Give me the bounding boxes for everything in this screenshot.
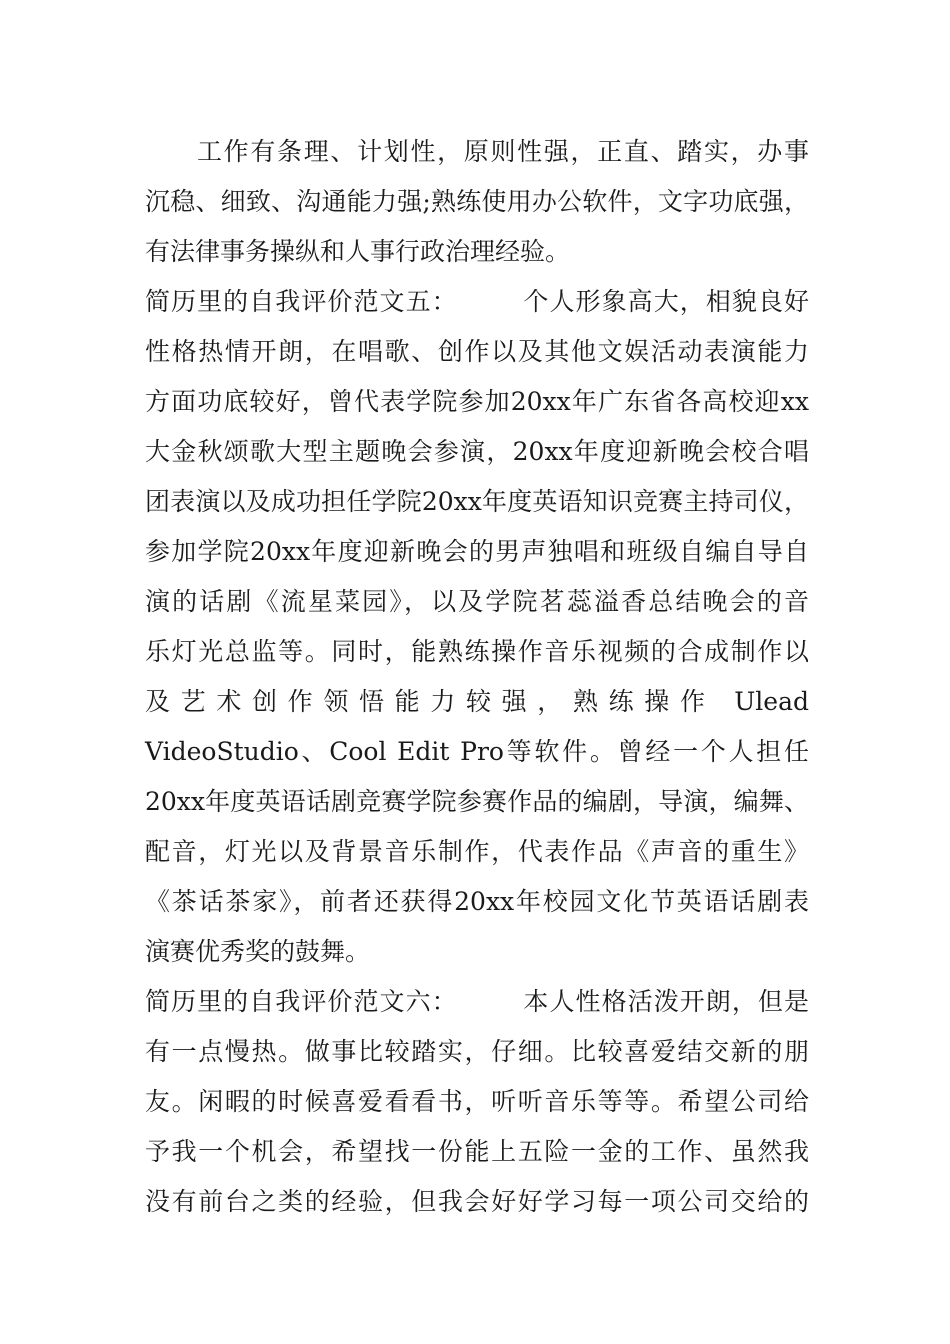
paragraph-line: 大金秋颂歌大型主题晚会参演，20xx年度迎新晚会校合唱 xyxy=(145,437,809,466)
paragraph-line: 方面功底较好，曾代表学院参加20xx年广东省各高校迎xx xyxy=(145,387,809,416)
paragraph-line: 有一点慢热。做事比较踏实，仔细。比较喜爱结交新的朋 xyxy=(145,1037,809,1066)
paragraph-line: 沉稳、细致、沟通能力强;熟练使用办公软件，文字功底强， xyxy=(145,187,809,216)
paragraph-line: 工作有条理、计划性，原则性强，正直、踏实，办事 xyxy=(197,137,809,166)
paragraph-line: VideoStudio、Cool Edit Pro等软件。曾经一个人担任 xyxy=(145,737,809,766)
paragraph-line: 参加学院20xx年度迎新晚会的男声独唱和班级自编自导自 xyxy=(145,537,809,566)
paragraph-line: 团表演以及成功担任学院20xx年度英语知识竞赛主持司仪， xyxy=(145,487,809,516)
paragraph-line: 乐灯光总监等。同时，能熟练操作音乐视频的合成制作以 xyxy=(145,637,809,666)
section-heading-line: 简历里的自我评价范文六： 本人性格活泼开朗，但是 xyxy=(145,987,809,1016)
paragraph-line: 《茶话茶家》，前者还获得20xx年校园文化节英语话剧表 xyxy=(145,887,809,916)
paragraph-line: 及艺术创作领悟能力较强，熟练操作 Ulead xyxy=(145,687,809,716)
paragraph-line: 演的话剧《流星菜园》，以及学院茗蕊溢香总结晚会的音 xyxy=(145,587,809,616)
paragraph-line: 配音，灯光以及背景音乐制作，代表作品《声音的重生》 xyxy=(145,837,809,866)
paragraph-line: 20xx年度英语话剧竞赛学院参赛作品的编剧，导演，编舞、 xyxy=(145,787,809,816)
paragraph-line: 有法律事务操纵和人事行政治理经验。 xyxy=(145,237,571,266)
paragraph-line: 没有前台之类的经验，但我会好好学习每一项公司交给的 xyxy=(145,1187,809,1216)
paragraph-line: 予我一个机会，希望找一份能上五险一金的工作、虽然我 xyxy=(145,1137,809,1166)
paragraph-line: 演赛优秀奖的鼓舞。 xyxy=(145,937,371,966)
paragraph-line: 友。闲暇的时候喜爱看看书，听听音乐等等。希望公司给 xyxy=(145,1087,809,1116)
section-heading-line: 简历里的自我评价范文五： 个人形象高大，相貌良好 xyxy=(145,287,809,316)
paragraph-line: 性格热情开朗，在唱歌、创作以及其他文娱活动表演能力 xyxy=(145,337,809,366)
